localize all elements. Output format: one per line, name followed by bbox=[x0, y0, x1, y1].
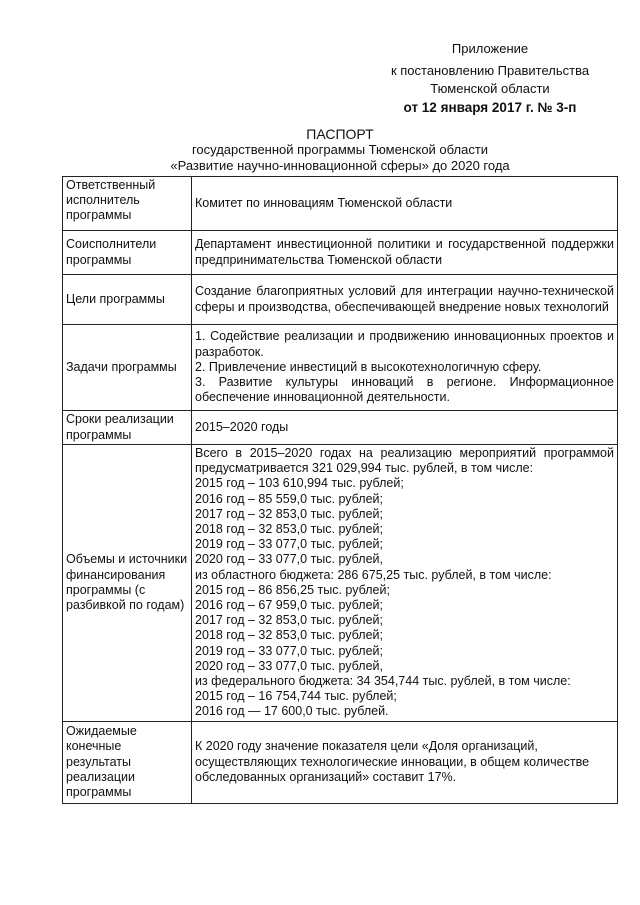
row-label: Сроки реализации программы bbox=[63, 411, 192, 445]
funding-line: 2019 год – 33 077,0 тыс. рублей; bbox=[195, 537, 383, 552]
appendix-label: Приложение bbox=[451, 41, 529, 56]
funding-line: 2019 год – 33 077,0 тыс. рублей; bbox=[195, 643, 383, 658]
title-program: государственной программы Тюменской области bbox=[191, 142, 489, 157]
row-content bbox=[192, 721, 618, 803]
table-row bbox=[63, 721, 618, 803]
row-label: Ответственный исполнитель программы bbox=[63, 177, 192, 231]
funding-line: Всего в 2015–2020 годах на реализацию мероприятий программой предусматривается 321 029,994 тыс. рублей, в том числе: bbox=[195, 446, 614, 476]
task-item: 3. Развитие культуры инноваций в регионе. Информационное обеспечение инновационной деятельности. bbox=[195, 375, 614, 405]
funding-line: из областного бюджета: 286 675,25 тыс. рублей, в том числе: bbox=[195, 567, 552, 582]
row-content bbox=[192, 231, 618, 275]
row-label: Объемы и источники финансирования программы (с разбивкой по годам) bbox=[63, 445, 192, 722]
expected-results: К 2020 году значение показателя цели «Доля организаций, осуществляющих технологические инновации, в общем количестве обследованных организаций» составит 17%. bbox=[195, 739, 590, 784]
implementation-period: 2015–2020 годы bbox=[195, 419, 289, 434]
table-row bbox=[63, 445, 618, 722]
row-content bbox=[192, 325, 618, 411]
row-content bbox=[192, 177, 618, 231]
funding-line: 2015 год – 16 754,744 тыс. рублей; bbox=[195, 689, 397, 704]
funding-line: 2017 год – 32 853,0 тыс. рублей; bbox=[195, 613, 383, 628]
task-item: 1. Содействие реализации и продвижению инновационных проектов и разработок. bbox=[195, 329, 614, 359]
row-label: Ожидаемые конечные результаты реализации программы bbox=[63, 721, 192, 803]
funding-line: 2016 год – 67 959,0 тыс. рублей; bbox=[195, 598, 383, 613]
task-item: 2. Привлечение инвестиций в высокотехнологичную сферу. bbox=[195, 359, 542, 374]
row-content bbox=[192, 275, 618, 325]
table-row bbox=[63, 177, 618, 231]
passport-table bbox=[62, 176, 618, 804]
co-executors: Департамент инвестиционной политики и государственной поддержки предпринимательства Тюменской области bbox=[195, 237, 614, 267]
funding-line: 2017 год – 32 853,0 тыс. рублей; bbox=[195, 506, 383, 521]
table-row bbox=[63, 411, 618, 445]
row-label: Соисполнители программы bbox=[63, 231, 192, 275]
funding-line: 2018 год – 32 853,0 тыс. рублей; bbox=[195, 628, 383, 643]
table-row bbox=[63, 231, 618, 275]
funding-line: 2018 год – 32 853,0 тыс. рублей; bbox=[195, 522, 383, 537]
responsible-executor: Комитет по инновациям Тюменской области bbox=[195, 195, 453, 210]
table-row bbox=[63, 275, 618, 325]
approval-header bbox=[374, 40, 606, 120]
row-content bbox=[192, 411, 618, 445]
row-content bbox=[192, 445, 618, 722]
funding-line: 2016 год – 85 559,0 тыс. рублей; bbox=[195, 491, 383, 506]
funding-line: 2020 год – 33 077,0 тыс. рублей, bbox=[195, 658, 383, 673]
title-program-name: «Развитие научно-инновационной сферы» до 2020 года bbox=[170, 158, 510, 173]
funding-line: 2020 год – 33 077,0 тыс. рублей, bbox=[195, 552, 383, 567]
resolution-label: к постановлению Правительства bbox=[390, 63, 590, 78]
funding-line: 2015 год – 86 856,25 тыс. рублей; bbox=[195, 582, 390, 597]
resolution-date-number: от 12 января 2017 г. № 3-п bbox=[403, 100, 577, 115]
row-label: Задачи программы bbox=[63, 325, 192, 411]
funding-line: из федерального бюджета: 34 354,744 тыс. рублей, в том числе: bbox=[195, 674, 571, 689]
document-title bbox=[60, 126, 620, 174]
funding-line: 2016 год — 17 600,0 тыс. рублей. bbox=[195, 704, 389, 719]
table-row bbox=[63, 325, 618, 411]
program-goals: Создание благоприятных условий для интеграции научно-технической сферы и производства, обеспечивающей внедрение новых технологий bbox=[195, 284, 614, 314]
region-label: Тюменской области bbox=[430, 81, 550, 96]
title-passport: ПАСПОРТ bbox=[306, 126, 374, 142]
row-label: Цели программы bbox=[63, 275, 192, 325]
funding-line: 2015 год – 103 610,994 тыс. рублей; bbox=[195, 476, 404, 491]
